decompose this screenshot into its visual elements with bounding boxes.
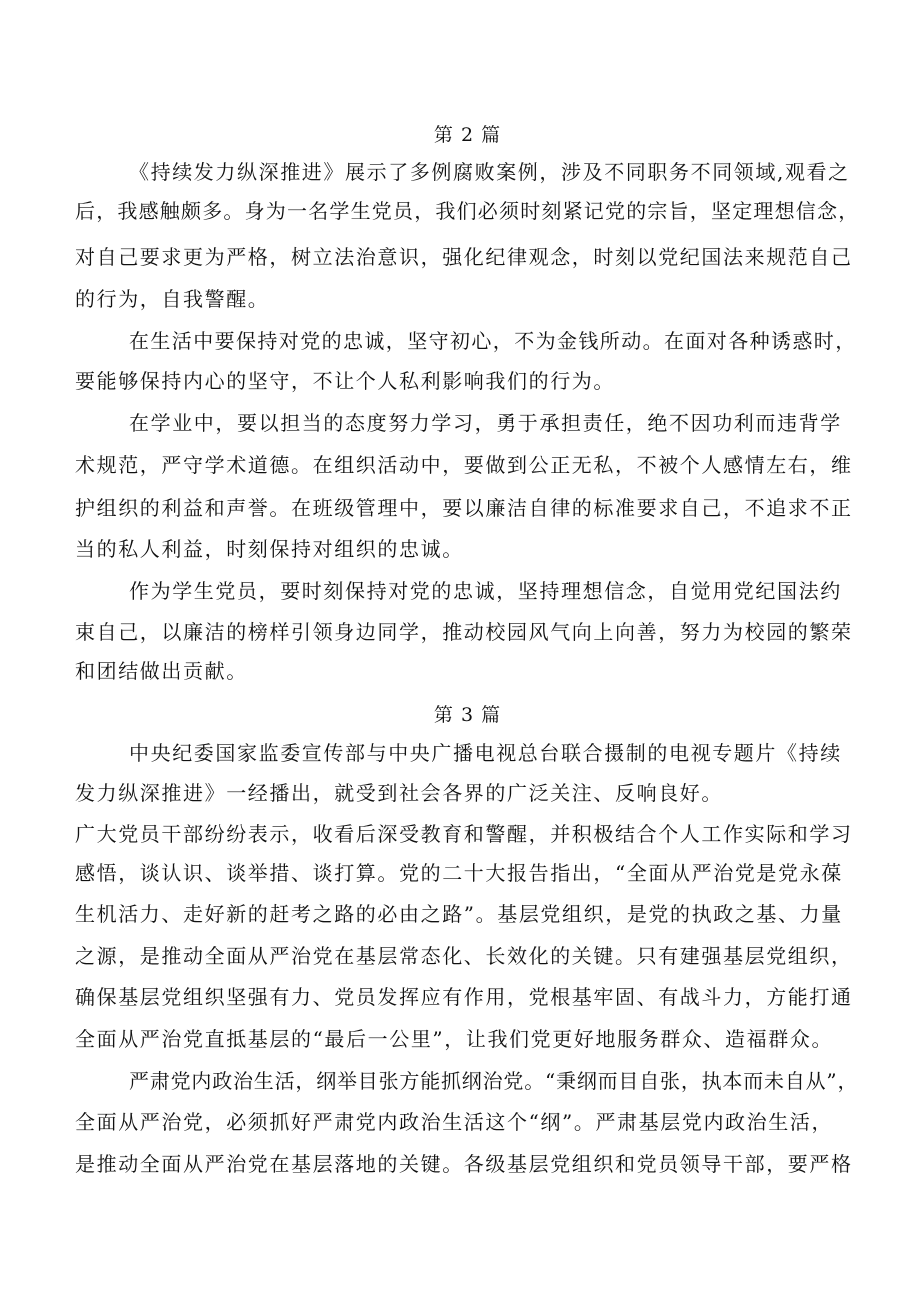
text-line: 对自己要求更为严格，树立法治意识，强化纪律观念，时刻以党纪国法来规范自己	[75, 245, 853, 269]
text-line: 术规范，严守学术道德。在组织活动中，要做到公正无私，不被个人感情左右，维	[75, 453, 853, 477]
text-line: 发力纵深推进》一经播出，就受到社会各界的广泛关注、反响良好。	[75, 781, 723, 805]
text-line: 之源，是推动全面从严治党在基层常态化、长效化的关键。只有建强基层党组织，	[75, 944, 853, 968]
text-line: 全面从严治党直抵基层的“最后一公里”，让我们党更好地服务群众、造福群众。	[75, 1027, 834, 1051]
text-line: 确保基层党组织坚强有力、党员发挥应有作用，党根基牢固、有战斗力，方能打通	[75, 985, 853, 1009]
section-heading: 第 2 篇	[433, 124, 502, 146]
text-line: 生机活力、走好新的赶考之路的必由之路”。基层党组织，是党的执政之基、力量	[75, 902, 843, 926]
text-line: 护组织的利益和声誉。在班级管理中，要以廉洁自律的标准要求自己，不追求不正	[75, 496, 853, 520]
text-line: 广大党员干部纷纷表示，收看后深受教育和警醒，并积极结合个人工作实际和学习	[75, 822, 853, 846]
text-line: 后，我感触颇多。身为一名学生党员，我们必须时刻紧记党的宗旨，坚定理想信念，	[75, 199, 860, 223]
text-line: 是推动全面从严治党在基层落地的关键。各级基层党组织和党员领导干部，要严格	[75, 1152, 853, 1176]
text-line: 在生活中要保持对党的忠诚，坚守初心，不为金钱所动。在面对各种诱惑时，	[129, 329, 857, 353]
text-line: 束自己，以廉洁的榜样引领身边同学，推动校园风气向上向善，努力为校园的繁荣	[75, 620, 853, 644]
text-line: 中央纪委国家监委宣传部与中央广播电视总台联合摄制的电视专题片《持续	[129, 741, 842, 765]
text-line: 感悟，谈认识、谈举措、谈打算。党的二十大报告指出，“全面从严治党是党永葆	[75, 861, 843, 885]
section-heading: 第 3 篇	[433, 704, 502, 726]
text-line: 在学业中，要以担当的态度努力学习，勇于承担责任，绝不因功利而违背学	[129, 411, 842, 435]
text-line: 《持续发力纵深推进》展示了多例腐败案例，涉及不同职务不同领域,观看之	[129, 160, 850, 184]
text-line: 作为学生党员，要时刻保持对党的忠诚，坚持理想信念，自觉用党纪国法约	[129, 579, 842, 603]
text-line: 要能够保持内心的坚守，不让个人私利影响我们的行为。	[75, 369, 615, 393]
text-line: 和团结做出贡献。	[75, 659, 248, 683]
text-line: 的行为，自我警醒。	[75, 287, 270, 311]
text-line: 严肃党内政治生活，纲举目张方能抓纲治党。“秉纲而目自张，执本而未自从”，	[129, 1069, 859, 1093]
text-line: 当的私人利益，时刻保持对组织的忠诚。	[75, 537, 464, 561]
text-line: 全面从严治党，必须抓好严肃党内政治生活这个“纲”。严肃基层党内政治生活，	[75, 1110, 834, 1134]
